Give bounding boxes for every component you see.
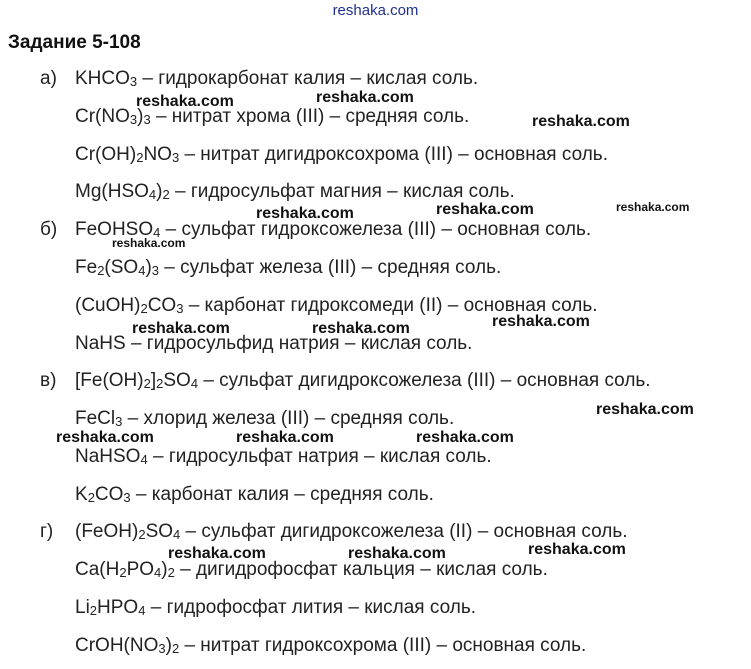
salt-description: – нитрат дигидроксохрома (III) – основная соль. <box>179 144 608 165</box>
salt-formula: $CrOH(NO_3)_2$ <box>75 635 180 656</box>
salt-description: – гидросульфат магния – кислая соль. <box>169 181 515 202</box>
salt-formula: NaHS <box>75 333 126 354</box>
salt-description: – карбонат калия – средняя соль. <box>130 484 434 505</box>
salt-formula: $Ca(H_2PO_4)_2$ <box>75 559 175 580</box>
salt-description: – сульфат дигидроксожелеза (II) – основная соль. <box>180 521 628 542</box>
salt-line <box>75 446 492 468</box>
salt-formula: $(FeOH)_2SO_4$ <box>75 521 181 542</box>
salt-formula: $Mg(HSO_4)_2$ <box>75 181 170 202</box>
salt-formula: NaHSO$_4$ <box>75 446 148 467</box>
salt-description: – гидросульфид натрия – кислая соль. <box>125 333 473 354</box>
watermark: reshaka.com <box>56 429 154 446</box>
group-label-b: б) <box>40 219 58 240</box>
top-watermark: reshaka.com <box>332 2 419 19</box>
salt-description: – сульфат железа (III) – средняя соль. <box>159 257 502 278</box>
watermark: reshaka.com <box>416 429 514 446</box>
salt-formula: $K_2CO_3$ <box>75 484 131 505</box>
salt-line <box>75 597 476 619</box>
salt-description: – гидросульфат натрия – кислая соль. <box>147 446 492 467</box>
salt-line <box>75 144 608 166</box>
salt-description: – карбонат гидроксомеди (II) – основная соль. <box>183 295 598 316</box>
salt-formula: $Cr(OH)_2NO_3$ <box>75 144 180 165</box>
salt-line <box>75 635 586 657</box>
salt-formula: $Li_2HPO_4$ <box>75 597 146 618</box>
salt-description: – дигидрофосфат кальция – кислая соль. <box>174 559 548 580</box>
group-label-g: г) <box>40 521 54 542</box>
watermark: reshaka.com <box>492 313 590 330</box>
watermark: reshaka.com <box>256 205 354 222</box>
salt-description: – гидрокарбонат калия – кислая соль. <box>137 68 479 89</box>
watermark: reshaka.com <box>132 320 230 337</box>
salt-description: – сульфат дигидроксожелеза (III) – основная соль. <box>198 370 651 391</box>
watermark: reshaka.com <box>236 429 334 446</box>
salt-line <box>75 370 651 392</box>
salt-description: – нитрат гидроксохрома (III) – основная соль. <box>179 635 587 656</box>
salt-line <box>75 521 628 543</box>
watermark: reshaka.com <box>436 201 534 218</box>
salt-formula: $Fe_2(SO_4)_3$ <box>75 257 159 278</box>
salt-formula: $(CuOH)_2CO_3$ <box>75 295 184 316</box>
group-label-v: в) <box>40 370 57 391</box>
salt-line <box>75 484 434 506</box>
group-label-a: а) <box>40 68 57 89</box>
salt-formula: $[Fe(OH)_2]_2SO_4$ <box>75 370 199 391</box>
salt-formula: $Cr(NO_3)_3$ <box>75 106 151 127</box>
salt-line <box>75 408 454 430</box>
watermark: reshaka.com <box>316 89 414 106</box>
watermark: reshaka.com <box>596 401 694 418</box>
salt-line <box>75 68 478 90</box>
salt-formula: FeCl$_3$ <box>75 408 123 429</box>
watermark: reshaka.com <box>112 236 186 250</box>
watermark: reshaka.com <box>528 541 626 558</box>
salt-line <box>75 257 501 279</box>
salt-formula: FeOHSO$_4$ <box>75 219 161 240</box>
watermark: reshaka.com <box>348 545 446 562</box>
salt-description: – нитрат хрома (III) – средняя соль. <box>150 106 470 127</box>
page-title: Задание 5-108 <box>8 32 141 53</box>
salt-description: – хлорид железа (III) – средняя соль. <box>122 408 455 429</box>
watermark: reshaka.com <box>168 545 266 562</box>
watermark: reshaka.com <box>532 113 630 130</box>
watermark: reshaka.com <box>312 320 410 337</box>
watermark: reshaka.com <box>616 200 690 214</box>
salt-line <box>75 106 469 128</box>
salt-description: – гидрофосфат лития – кислая соль. <box>145 597 477 618</box>
salt-line <box>75 181 515 203</box>
salt-description: – сульфат гидроксожелеза (III) – основная соль. <box>160 219 592 240</box>
watermark: reshaka.com <box>136 93 234 110</box>
salt-line <box>75 559 548 581</box>
salt-formula: $KHCO_3$ <box>75 68 138 89</box>
